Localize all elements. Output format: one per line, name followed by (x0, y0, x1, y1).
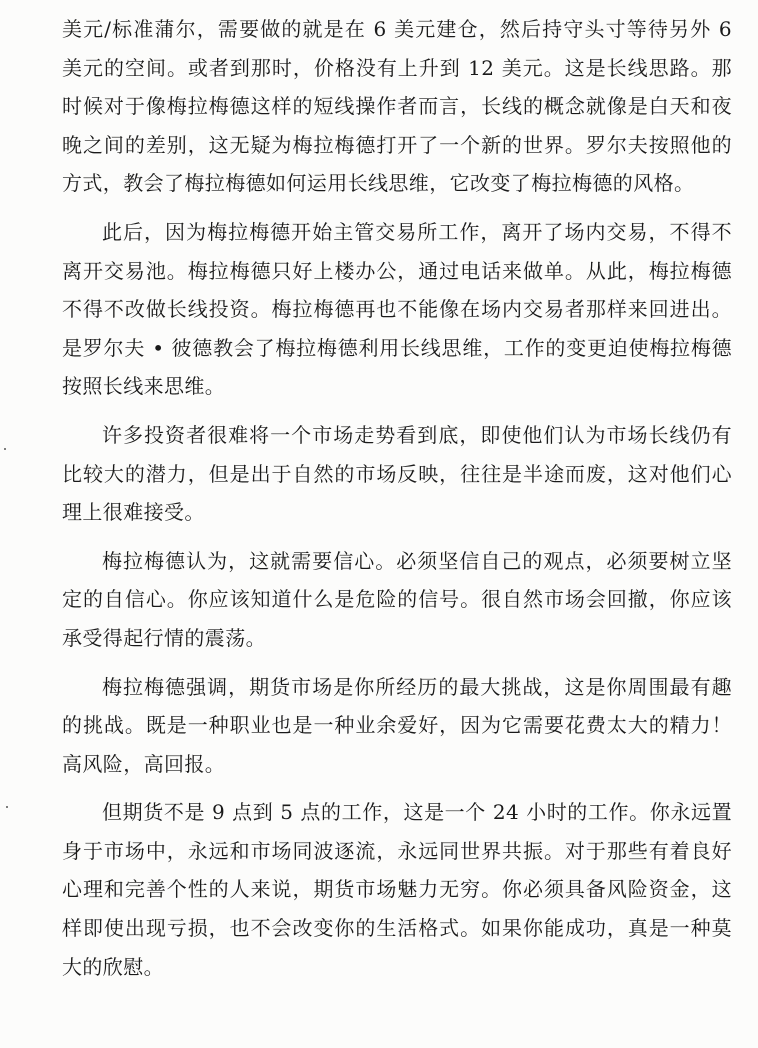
paragraph-4: 梅拉梅德认为，这就需要信心。必须坚信自己的观点，必须要树立坚定的自信心。你应该知道什么是危险的信号。很自然市场会回撤，你应该承受得起行情的震荡。 (62, 548, 732, 650)
paragraph-5: 梅拉梅德强调，期货市场是你所经历的最大挑战，这是你周围最有趣的挑战。既是一种职业也是一种业余爱好，因为它需要花费太大的精力！高风险，高回报。 (62, 674, 732, 776)
paragraph-1: 美元/标准蒲尔，需要做的就是在 6 美元建仓，然后持守头寸等待另外 6 美元的空间。或者到那时，价格没有上升到 12 美元。这是长线思路。那时候对于像梅拉梅德这样的短线操作者而言，长线的概念就像是白天和夜晚之间的差别，这无疑为梅拉梅德打开了一个新的世界。罗尔夫按照他的方式，教会了梅拉梅德如何运用长线思维，它改变了梅拉梅德的风格。 (62, 17, 732, 196)
paragraph-3: 许多投资者很难将一个市场走势看到底，即使他们认为市场长线仍有比较大的潜力，但是出于自然的市场反映，往往是半途而废，这对他们心理上很难接受。 (62, 422, 732, 525)
body-text (62, 10, 732, 996)
paragraph-6: 但期货不是 9 点到 5 点的工作，这是一个 24 小时的工作。你永远置身于市场中，永远和市场同波逐流，永远同世界共振。对于那些有着良好心理和完善个性的人来说，期货市场魅力无穷。你必须具备风险资金，这样即使出现亏损，也不会改变你的生活格式。如果你能成功，真是一种莫大的欣慰。 (62, 800, 732, 979)
scan-speck (6, 806, 8, 808)
paragraph-2: 此后，因为梅拉梅德开始主管交易所工作，离开了场内交易，不得不离开交易池。梅拉梅德只好上楼办公，通过电话来做单。从此，梅拉梅德不得不改做长线投资。梅拉梅德再也不能像在场内交易者那样来回进出。是罗尔夫 • 彼德教会了梅拉梅德利用长线思维，工作的变更迫使梅拉梅德按照长线来思维。 (62, 219, 732, 399)
scan-speck (4, 448, 6, 450)
